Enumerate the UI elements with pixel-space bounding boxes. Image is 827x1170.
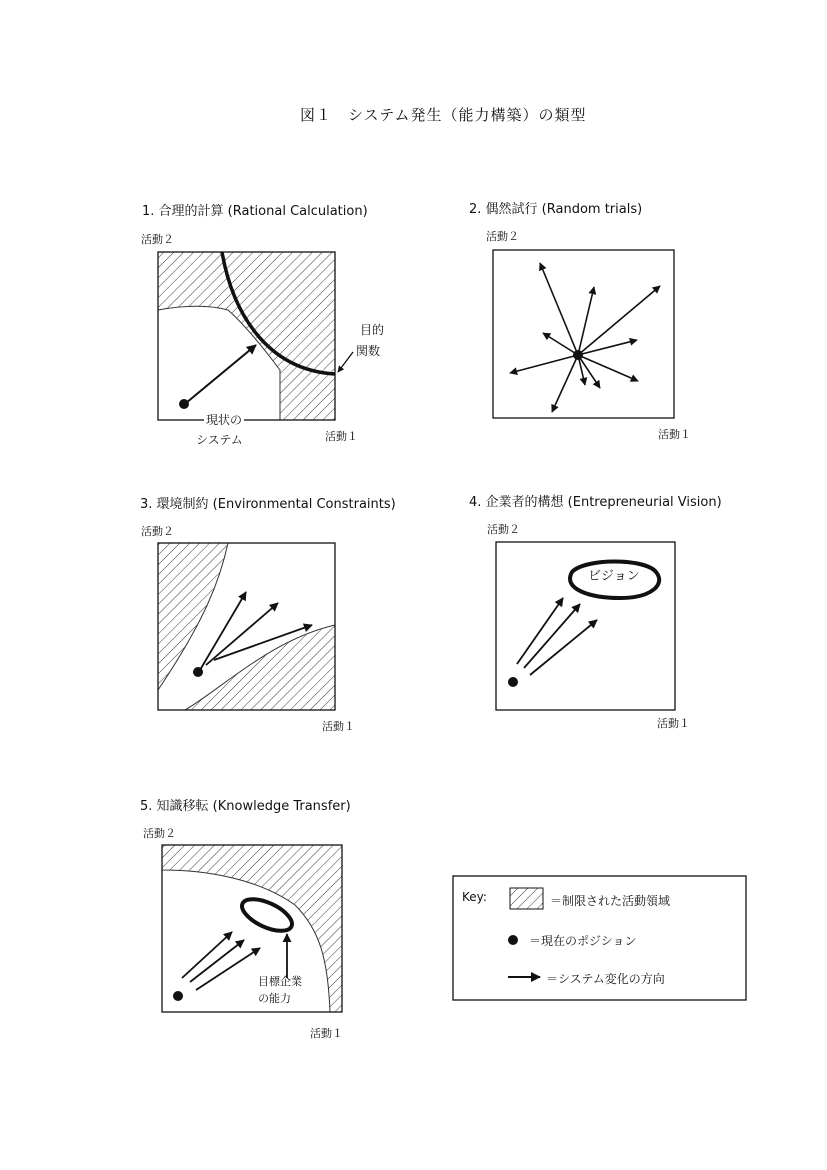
- panel-4-graphic: [496, 542, 675, 710]
- panel-1-y-axis-label: 活動２: [141, 233, 174, 246]
- panel-1-title: 1. 合理的計算 (Rational Calculation): [142, 204, 368, 219]
- panel-3-x-axis-label: 活動１: [322, 720, 355, 733]
- panel-1-current-label-line1: 現状の: [206, 413, 243, 427]
- panel-1-graphic: [158, 252, 353, 420]
- panel-5-x-axis-label: 活動１: [310, 1027, 343, 1040]
- panel-2-random-arrow: [578, 287, 594, 355]
- panel-4-title: 4. 企業者的構想 (Entrepreneurial Vision): [469, 495, 722, 510]
- panel-3-hatched-upper: [158, 543, 228, 690]
- panel-5-y-axis-label: 活動２: [143, 827, 176, 840]
- key-hatched-symbol: [510, 888, 543, 909]
- panel-3-current-dot: [193, 667, 203, 677]
- panel-5-title: 5. 知識移転 (Knowledge Transfer): [140, 799, 351, 814]
- key-item-current-position: ＝現在のポジション: [529, 934, 637, 948]
- panel-2-title: 2. 偶然試行 (Random trials): [469, 202, 643, 217]
- panel-2-random-arrow: [510, 355, 578, 373]
- panel-2-x-axis-label: 活動１: [658, 428, 691, 441]
- panel-3-title: 3. 環境制約 (Environmental Constraints): [140, 497, 396, 512]
- key-item-change-direction: ＝システム変化の方向: [546, 972, 665, 986]
- panel-2-random-arrow: [552, 355, 578, 412]
- panel-1-current-label-line2: システム: [196, 433, 243, 447]
- panel-3-hatched-lower: [185, 625, 335, 710]
- panel-1-x-axis-label: 活動１: [325, 430, 358, 443]
- panel-5-target-label-line2: の能力: [258, 992, 291, 1005]
- panel-1-objective-label-line2: 関数: [356, 344, 381, 358]
- panel-1-change-arrow: [186, 345, 256, 403]
- key-label: Key:: [462, 890, 487, 904]
- panel-1-objective-pointer: [338, 352, 353, 372]
- panel-3-graphic: [158, 543, 335, 710]
- panel-5-graphic: [162, 845, 342, 1012]
- page-title: 図１ システム発生（能力構築）の類型: [300, 106, 587, 124]
- panel-2-graphic: [493, 250, 674, 418]
- panel-2-random-arrow: [540, 263, 578, 355]
- panel-5-hatched-region: [162, 845, 342, 1012]
- panel-5-current-dot: [173, 991, 183, 1001]
- panel-5-target-label-line1: 目標企業: [258, 975, 302, 988]
- panel-1-objective-label-line1: 目的: [360, 323, 385, 337]
- panel-4-current-dot: [508, 677, 518, 687]
- panel-4-x-axis-label: 活動１: [657, 717, 690, 730]
- panel-4-change-arrow: [530, 620, 597, 675]
- panel-4-y-axis-label: 活動２: [487, 523, 520, 536]
- key-item-restricted-area: ＝制限された活動領域: [550, 894, 671, 908]
- panel-2-current-dot: [573, 350, 583, 360]
- key-dot-symbol: [508, 935, 518, 945]
- panel-3-y-axis-label: 活動２: [141, 525, 174, 538]
- panel-1-current-dot: [179, 399, 189, 409]
- panel-4-vision-label: ビジョン: [588, 569, 640, 584]
- panel-2-y-axis-label: 活動２: [486, 230, 519, 243]
- panel-1-hatched-region: [158, 252, 335, 420]
